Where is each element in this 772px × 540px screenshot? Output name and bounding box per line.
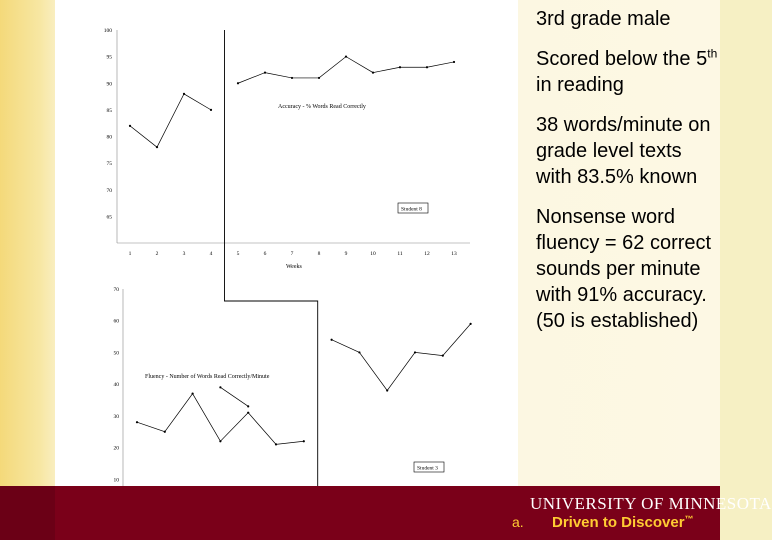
- top-x-tick-label: 4: [209, 251, 213, 257]
- top-x-tick-label: 9: [344, 251, 348, 257]
- bottom-data-point: [442, 355, 444, 357]
- bottom-data-point: [275, 443, 277, 445]
- top-y-tick-label: 100: [103, 28, 112, 34]
- top-y-tick-label: 90: [106, 81, 112, 88]
- bottom-data-point: [247, 405, 249, 407]
- bottom-y-tick-label: 70: [113, 287, 119, 293]
- bottom-data-point: [247, 412, 249, 414]
- bottom-y-tick-label: 60: [113, 318, 119, 325]
- top-x-tick-label: 12: [424, 251, 430, 257]
- top-data-point: [129, 125, 131, 127]
- bottom-series-line-3: [220, 387, 248, 406]
- top-data-point: [453, 61, 455, 63]
- top-y-tick-label: 85: [106, 107, 112, 114]
- top-x-tick-label: 3: [182, 251, 186, 257]
- bottom-chart-title: Fluency - Number of Words Read Correctly/Minute: [145, 374, 270, 380]
- footer-left-block: [0, 486, 55, 540]
- top-data-point: [264, 72, 266, 74]
- top-y-tick-label: 65: [106, 214, 112, 221]
- bottom-data-point: [414, 351, 416, 353]
- bottom-data-point: [331, 339, 333, 341]
- bottom-y-tick-label: 30: [113, 413, 119, 420]
- top-x-tick-label: 7: [290, 251, 294, 257]
- bottom-data-point: [358, 351, 360, 353]
- top-x-tick-label: 11: [397, 251, 403, 257]
- bottom-y-tick-label: 10: [113, 477, 119, 484]
- bullet-reading-rank-a: Scored below the 5: [536, 48, 708, 70]
- bottom-data-point: [219, 386, 221, 388]
- top-data-point: [210, 109, 212, 111]
- top-y-tick-label: 95: [106, 54, 112, 61]
- top-x-tick-label: 5: [236, 251, 240, 257]
- bullet-nonsense-word-fluency: Nonsense word fluency = 62 correct sounds per minute with 91% accuracy. (50 is established): [536, 206, 712, 332]
- top-data-point: [345, 56, 347, 58]
- top-series-line-1: [130, 94, 211, 147]
- top-data-point: [426, 66, 428, 68]
- top-series-line-2: [238, 57, 454, 84]
- bullet-words-per-minute: 38 words/minute on grade level texts with 83.5% known: [536, 114, 711, 188]
- bullet-reading-rank-b: in reading: [536, 74, 624, 96]
- bottom-y-tick-label: 20: [113, 445, 119, 452]
- tagline-text: Driven to Discover: [552, 514, 685, 531]
- university-wordmark: UNIVERSITY OF MINNESOTA: [530, 494, 772, 513]
- top-legend-text: Student 8: [401, 206, 422, 213]
- bottom-legend-text: Student 3: [417, 465, 438, 472]
- side-text-panel: [536, 6, 718, 348]
- bottom-series-line-1: [137, 394, 304, 445]
- bullet-reading-rank: [536, 46, 718, 98]
- top-data-point: [318, 77, 320, 79]
- bottom-data-point: [219, 440, 221, 442]
- top-data-point: [372, 72, 374, 74]
- top-x-tick-label: 6: [263, 251, 267, 257]
- top-x-tick-label: 10: [370, 251, 376, 257]
- bullet-reading-rank-sup: th: [707, 46, 718, 61]
- bullet-grade: 3rd grade male: [536, 8, 671, 30]
- chart-marks-group: [104, 28, 485, 524]
- bottom-data-point: [164, 431, 166, 433]
- top-data-point: [183, 93, 185, 95]
- bottom-data-point: [470, 323, 472, 325]
- bottom-data-point: [386, 389, 388, 391]
- top-data-point: [291, 77, 293, 79]
- top-chart-title: Accuracy - % Words Read Correctly: [278, 104, 366, 110]
- bottom-series-line-2: [332, 324, 471, 391]
- bottom-data-point: [303, 440, 305, 442]
- top-chart-xlabel: Weeks: [286, 264, 302, 270]
- footer-fragment-text: a.: [512, 514, 524, 530]
- top-x-tick-label: 13: [451, 251, 457, 257]
- top-y-tick-label: 70: [106, 187, 112, 194]
- university-tagline: [552, 514, 694, 531]
- top-x-tick-label: 8: [317, 251, 321, 257]
- bottom-y-tick-label: 50: [113, 350, 119, 357]
- top-y-tick-label: 75: [106, 161, 112, 168]
- bottom-data-point: [192, 393, 194, 395]
- top-data-point: [156, 146, 158, 148]
- top-y-tick-label: 80: [106, 134, 112, 141]
- top-x-tick-label: 1: [128, 251, 132, 257]
- top-data-point: [399, 66, 401, 68]
- tagline-tm: ™: [684, 514, 694, 524]
- bottom-y-tick-label: 40: [113, 382, 119, 389]
- bottom-data-point: [136, 421, 138, 423]
- top-data-point: [237, 82, 239, 84]
- top-x-tick-label: 2: [155, 251, 159, 257]
